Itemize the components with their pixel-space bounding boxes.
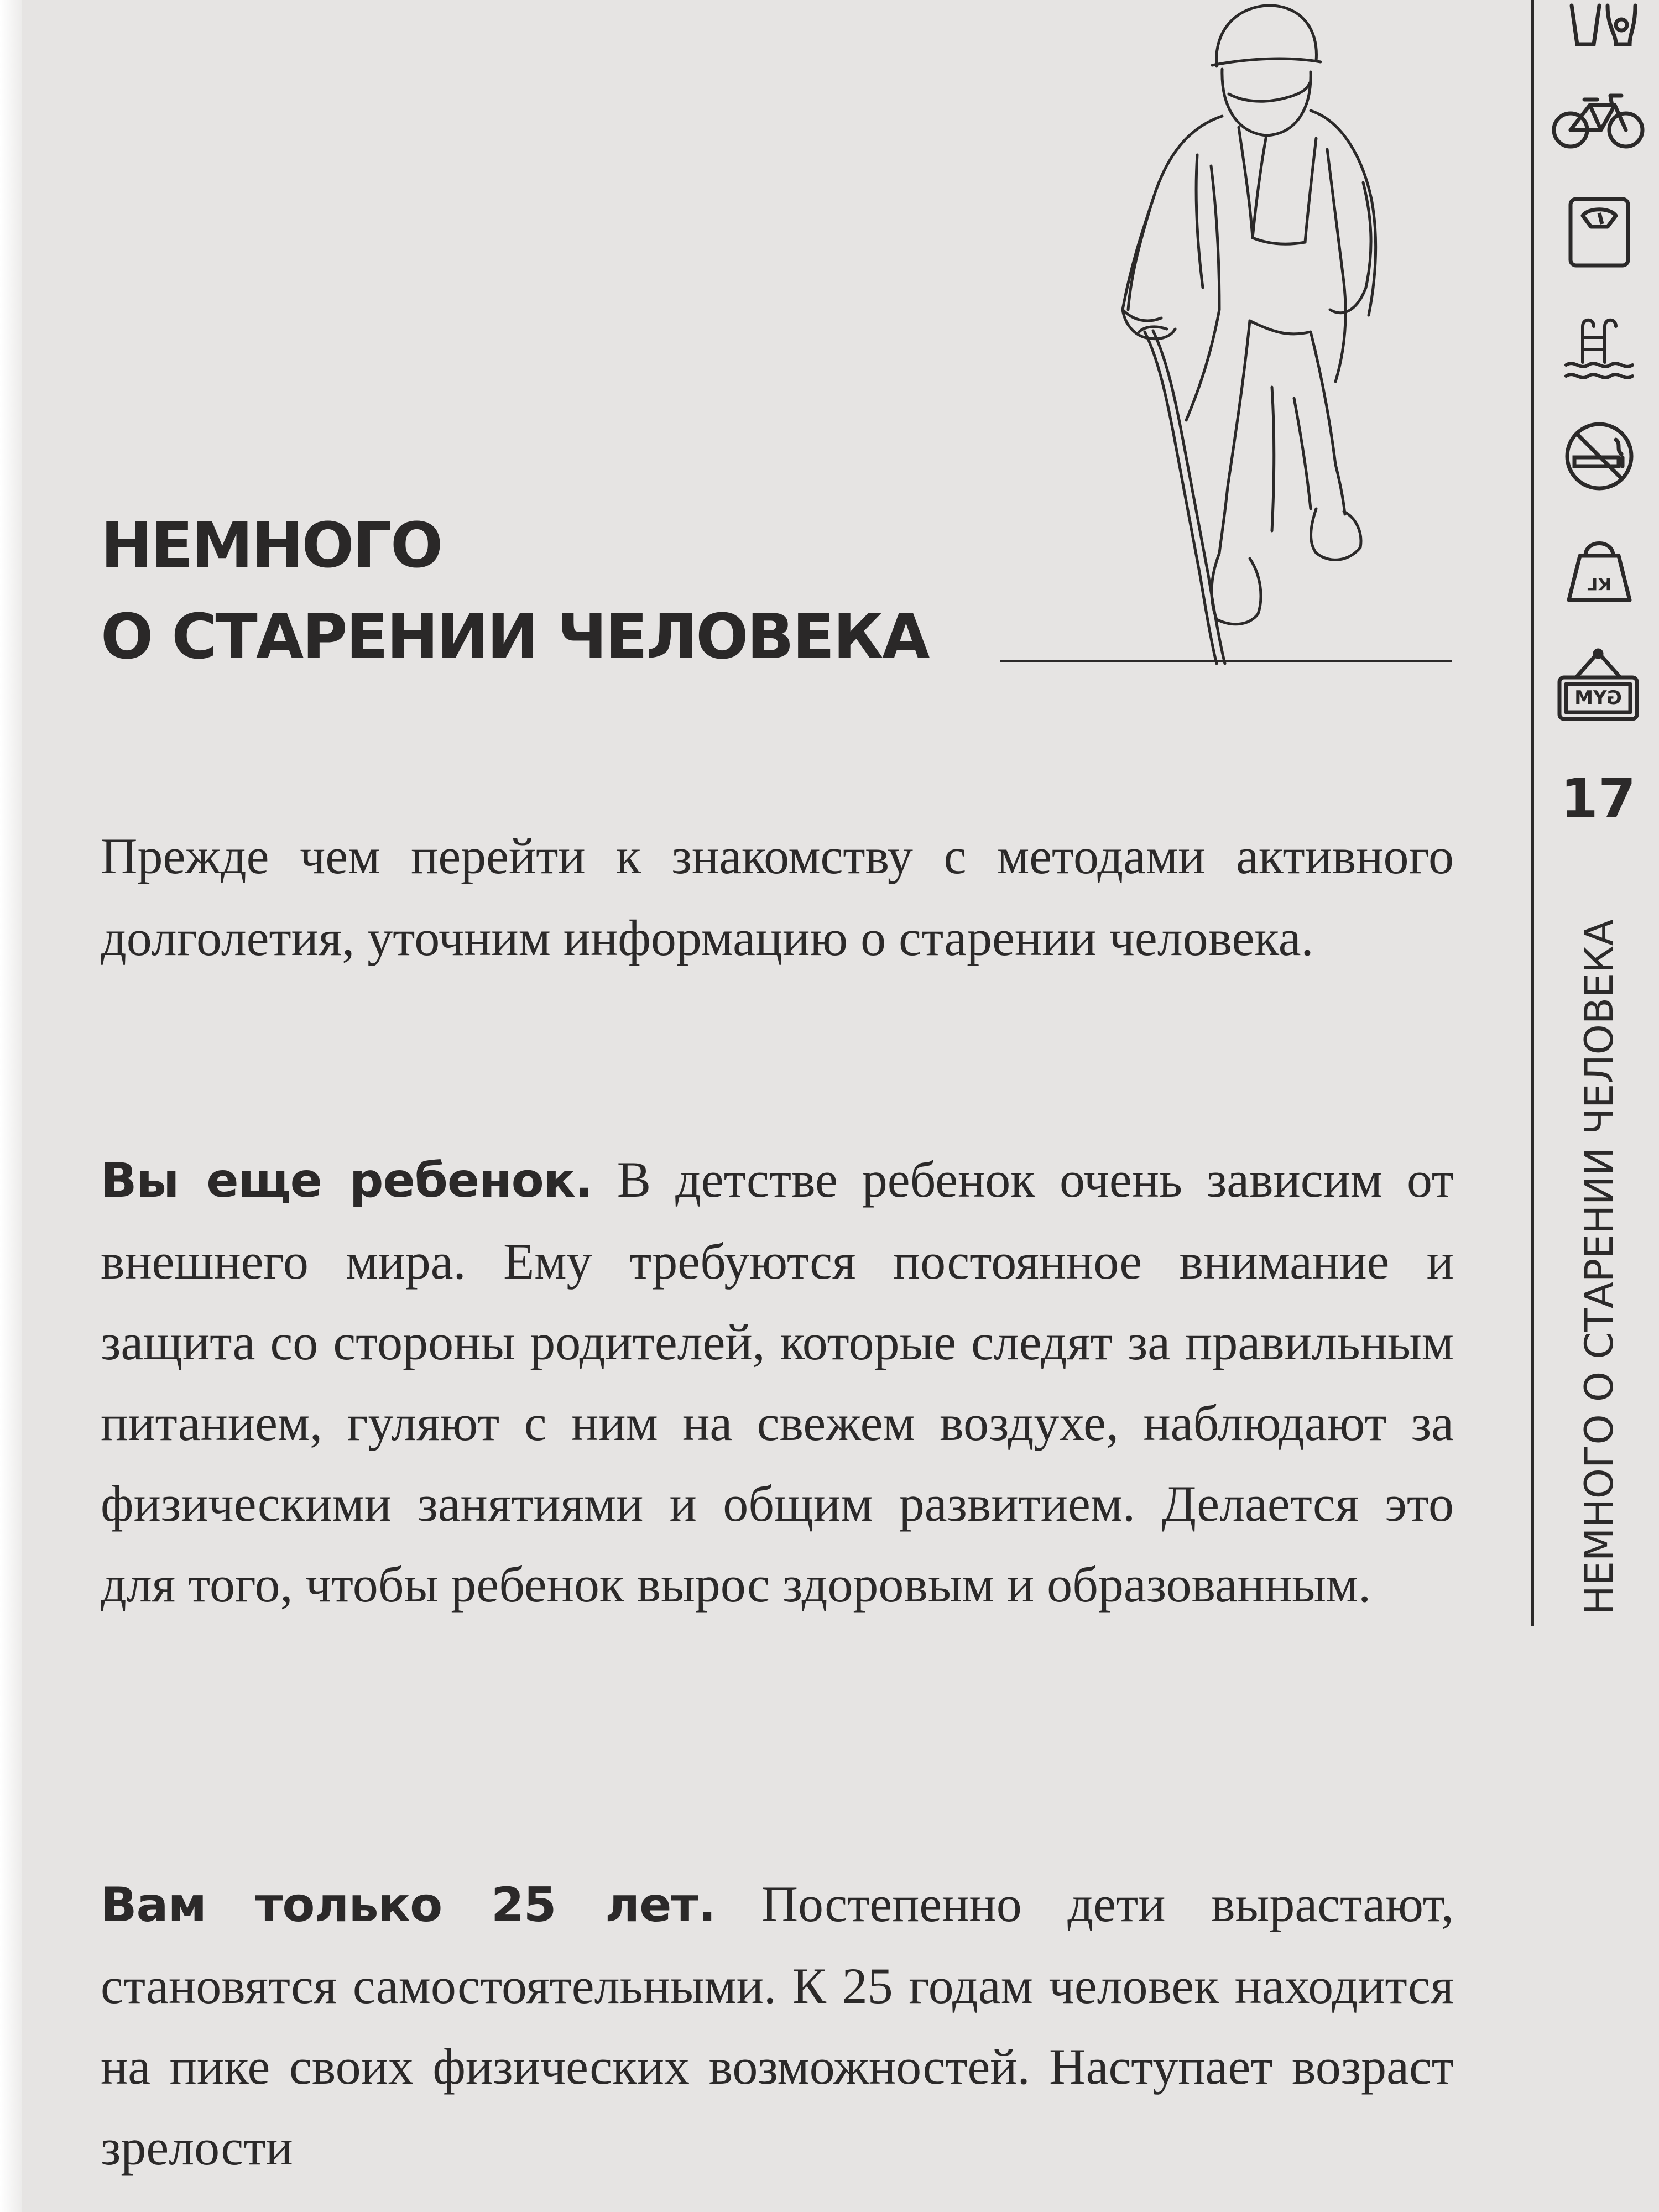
bicycle-icon <box>1548 80 1648 158</box>
paragraph-text: Постепенно дети вырастают, становятся самостоятельными. К 25 годам человек находится на пике своих физических возможностей. Наступает возраст зрелости <box>101 1876 1454 2176</box>
heading-line-2: О СТАРЕНИИ ЧЕЛОВЕКА <box>101 601 928 673</box>
section-heading <box>101 500 928 683</box>
gym-label: GYM <box>1574 687 1622 709</box>
swimming-pool-icon <box>1561 310 1638 387</box>
running-head: НЕМНОГО О СТАРЕНИИ ЧЕЛОВЕКА <box>1577 919 1622 1615</box>
paragraph-age-25 <box>101 1864 1454 2188</box>
scale-label: КГ <box>1587 573 1611 593</box>
paragraph-lead: Вы еще ребенок. <box>101 1153 593 1208</box>
food-drink-icon <box>1561 0 1638 61</box>
gym-sign-icon <box>1554 647 1642 724</box>
sidebar-rule <box>1531 0 1534 1626</box>
paragraph-text: Прежде чем перейти к знакомству с методами активного долголетия, уточним информацию о старении человека. <box>101 828 1454 966</box>
paragraph-intro <box>101 816 1454 978</box>
heading-line-1: НЕМНОГО <box>101 510 442 582</box>
paragraph-text: В детстве ребенок очень зависим от внешнего мира. Ему требуются постоянное внимание и защита со стороны родителей, которые следят за правильным питанием, гуляют с ним на свежем воздухе, наблюдают за физическими занятиями и общим развитием. Делается это для того, чтобы ребенок вырос здоровым и образованным. <box>101 1151 1454 1613</box>
heading-underline <box>1000 660 1452 662</box>
paragraph-child <box>101 1139 1454 1625</box>
scale-icon <box>1561 194 1638 271</box>
elderly-man-with-cane-illustration <box>1084 0 1383 669</box>
kettlebell-icon <box>1561 531 1638 608</box>
paragraph-lead: Вам только 25 лет. <box>101 1877 716 1933</box>
no-smoking-icon <box>1561 418 1638 495</box>
page-edge <box>0 0 22 2212</box>
page-number: 17 <box>1560 768 1636 831</box>
